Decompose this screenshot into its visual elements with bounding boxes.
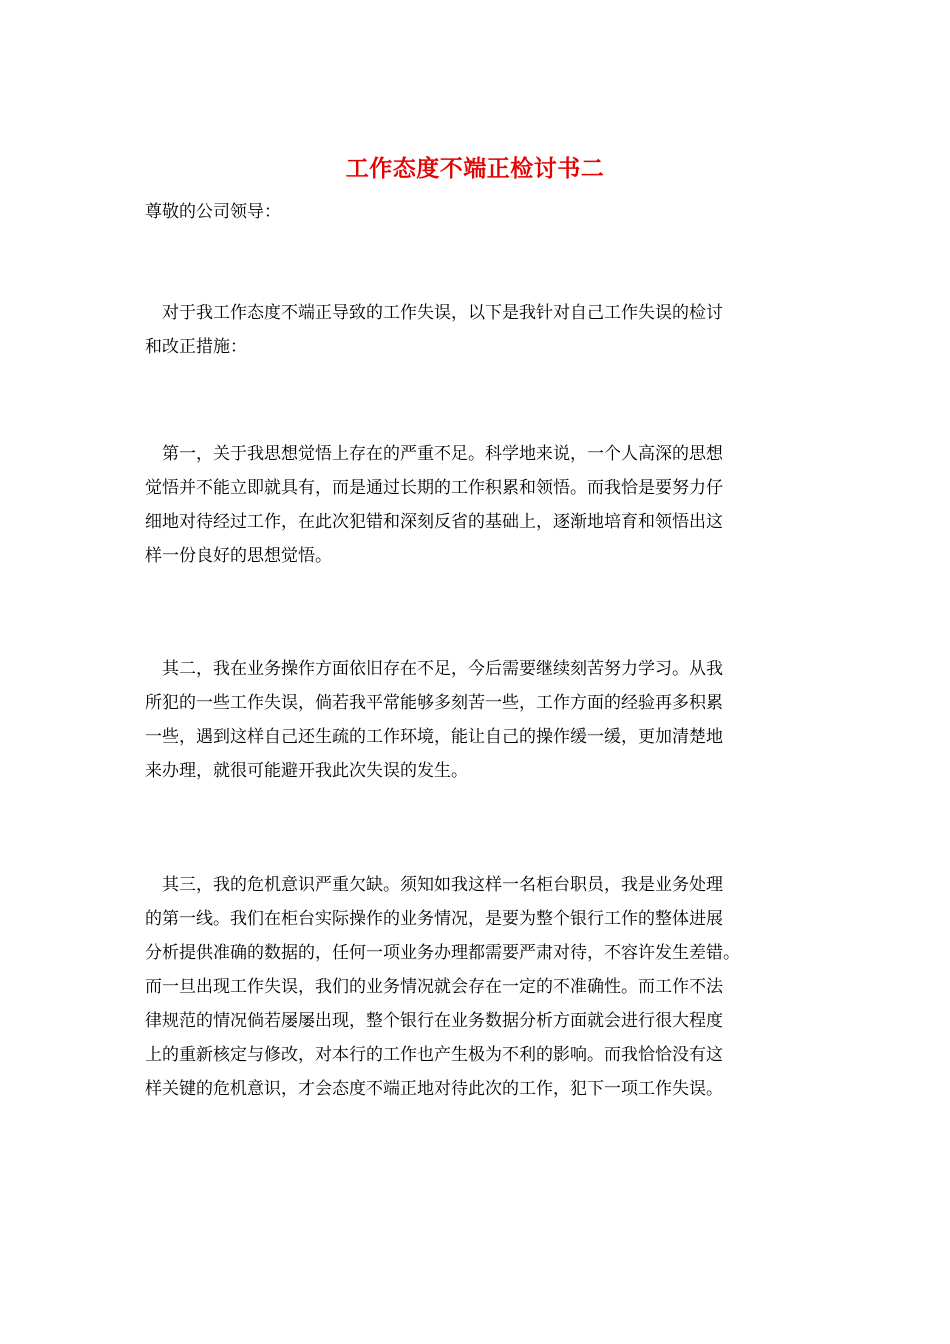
paragraph-line: 而一旦出现工作失误，我们的业务情况就会存在一定的不准确性。而工作不法: [145, 977, 723, 997]
paragraph-intro: [145, 296, 810, 364]
paragraph-line: 分析提供准确的数据的，任何一项业务办理都需要严肃对待，不容许发生差错。: [145, 943, 740, 963]
paragraph-line: 来办理，就很可能避开我此次失误的发生。: [145, 761, 468, 781]
document-title: 工作态度不端正检讨书二: [345, 155, 605, 182]
paragraph-line: 样关键的危机意识，才会态度不端正地对待此次的工作，犯下一项工作失误。: [145, 1079, 723, 1099]
paragraph-line: 第一，关于我思想觉悟上存在的严重不足。科学地来说，一个人高深的思想: [145, 444, 723, 464]
paragraph-third-point: [145, 868, 810, 1106]
paragraph-second-point: [145, 652, 810, 788]
salutation: 尊敬的公司领导：: [145, 202, 281, 222]
paragraph-line: 其三，我的危机意识严重欠缺。须知如我这样一名柜台职员，我是业务处理: [145, 875, 723, 895]
paragraph-line: 细地对待经过工作，在此次犯错和深刻反省的基础上，逐渐地培育和领悟出这: [145, 512, 723, 532]
paragraph-first-point: [145, 437, 810, 573]
paragraph-line: 上的重新核定与修改，对本行的工作也产生极为不利的影响。而我恰恰没有这: [145, 1045, 723, 1065]
paragraph-line: 一些，遇到这样自己还生疏的工作环境，能让自己的操作缓一缓，更加清楚地: [145, 727, 723, 747]
paragraph-line: 觉悟并不能立即就具有，而是通过长期的工作积累和领悟。而我恰是要努力仔: [145, 478, 723, 498]
paragraph-line: 律规范的情况倘若屡屡出现，整个银行在业务数据分析方面就会进行很大程度: [145, 1011, 723, 1031]
paragraph-line: 样一份良好的思想觉悟。: [145, 546, 332, 566]
paragraph-line: 的第一线。我们在柜台实际操作的业务情况，是要为整个银行工作的整体进展: [145, 909, 723, 929]
paragraph-line: 所犯的一些工作失误，倘若我平常能够多刻苦一些，工作方面的经验再多积累: [145, 693, 723, 713]
paragraph-line: 对于我工作态度不端正导致的工作失误，以下是我针对自己工作失误的检讨: [145, 303, 723, 323]
paragraph-line: 和改正措施：: [145, 337, 247, 357]
paragraph-line: 其二，我在业务操作方面依旧存在不足，今后需要继续刻苦努力学习。从我: [145, 659, 723, 679]
